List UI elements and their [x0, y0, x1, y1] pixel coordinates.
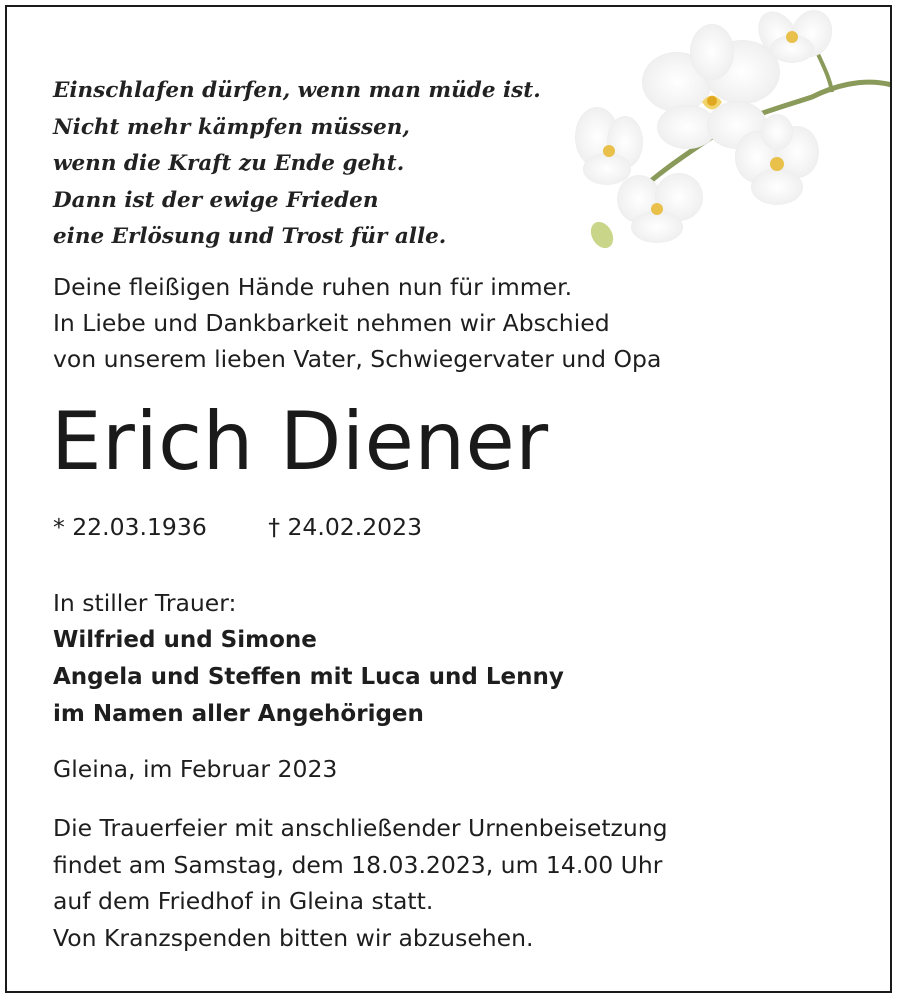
death-date: † 24.02.2023	[268, 513, 423, 541]
service-line: auf dem Friedhof in Gleina statt.	[53, 887, 434, 915]
service-line: findet am Samstag, dem 18.03.2023, um 14.00 Uhr	[53, 850, 663, 879]
intro-text	[53, 269, 661, 377]
mourners	[53, 585, 564, 733]
mourner-name: Wilfried und Simone	[53, 627, 317, 653]
deceased-name: Erich Diener	[51, 395, 549, 488]
mourners-heading: In stiller Trauer:	[53, 589, 237, 617]
mourner-name: im Namen aller Angehörigen	[53, 701, 424, 727]
white-orchid-image	[562, 7, 892, 257]
poem-line: wenn die Kraft zu Ende geht.	[53, 151, 405, 176]
obituary-frame	[5, 5, 892, 993]
poem-line: eine Erlösung und Trost für alle.	[53, 224, 447, 249]
poem-line: Dann ist der ewige Frieden	[53, 187, 379, 213]
service-line: Die Trauerfeier mit anschließender Urnenbeisetzung	[53, 814, 668, 842]
life-dates	[53, 509, 422, 545]
intro-line: In Liebe und Dankbarkeit nehmen wir Abschied	[53, 309, 610, 337]
birth-date: * 22.03.1936	[53, 513, 207, 541]
place-date: Gleina, im Februar 2023	[53, 755, 338, 783]
intro-line: Deine fleißigen Hände ruhen nun für immer.	[53, 273, 573, 301]
mourner-name: Angela und Steffen mit Luca und Lenny	[53, 664, 564, 690]
intro-line: von unserem lieben Vater, Schwiegervater und Opa	[53, 345, 662, 373]
poem-line: Einschlafen dürfen, wenn man müde ist.	[53, 78, 541, 103]
service-info	[53, 810, 668, 956]
service-line: Von Kranzspenden bitten wir abzusehen.	[53, 923, 534, 952]
poem-line: Nicht mehr kämpfen müssen,	[53, 114, 410, 140]
poem	[53, 73, 541, 256]
